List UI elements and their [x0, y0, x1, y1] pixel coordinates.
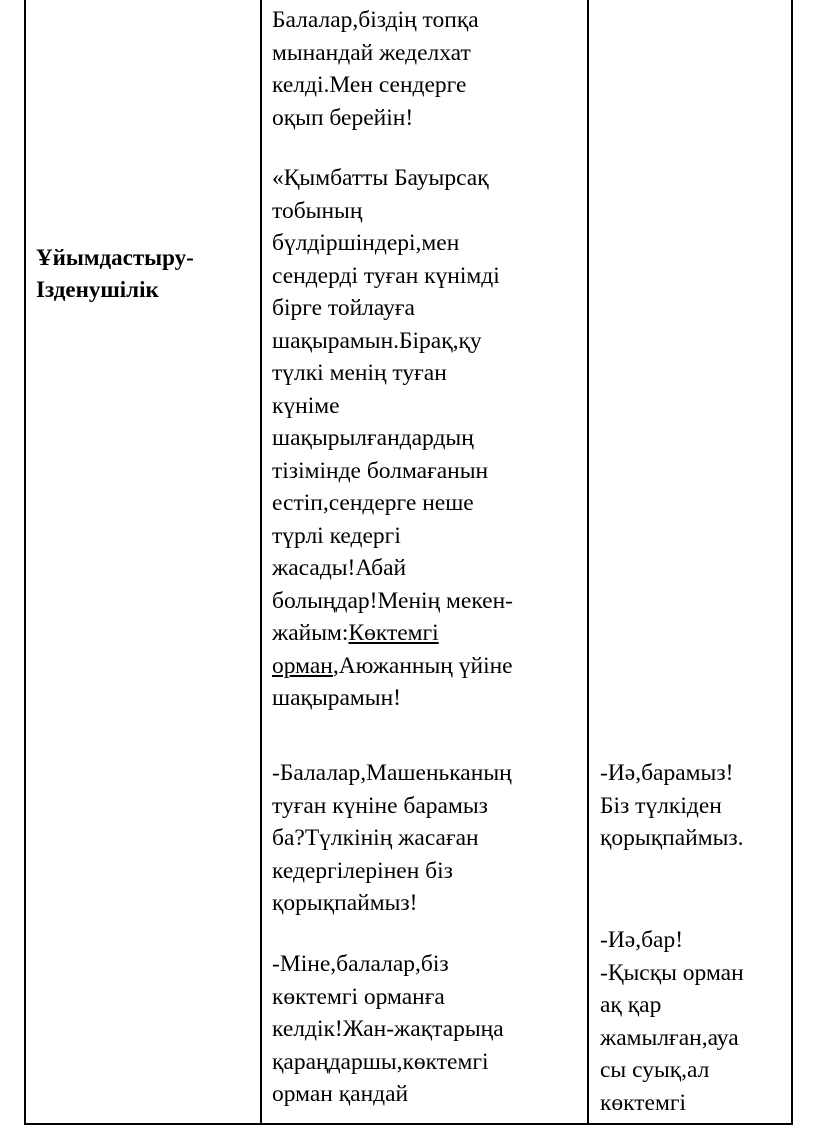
text-line: болыңдар!Менің мекен- — [272, 587, 513, 614]
text-line-address-2 — [272, 650, 582, 683]
text-line: жасады!Абай — [272, 555, 407, 581]
text-line: ақ қар — [600, 992, 662, 1018]
stage-line: Ізденушілік — [36, 277, 159, 302]
text-line: -Иә,барамыз! — [600, 760, 734, 786]
text-line: түрлі кедергі — [272, 522, 401, 549]
text-line: -Иә,бар! — [600, 927, 684, 953]
text-line: бірге тойлауға — [272, 295, 415, 321]
text-line: сы суық,ал — [600, 1057, 710, 1083]
text-line: «Қымбатты Бауырсақ — [272, 165, 489, 191]
stage-cell — [36, 242, 236, 306]
text-line: шақырамын.Бірақ,қу — [272, 327, 482, 354]
text-line: шақырылғандардың — [272, 425, 474, 451]
text-line: орман қандай — [272, 1081, 409, 1107]
text-line: көктемгі — [600, 1089, 687, 1116]
column-divider-1 — [260, 0, 262, 1123]
text-line: -Міне,балалар,біз — [272, 951, 449, 977]
text-line: сендерді туған күнімді — [272, 262, 500, 289]
text-line: Біз түлкіден — [600, 792, 722, 819]
text-line: түлкі менің туған — [272, 360, 447, 386]
address-rest: ,Аюжанның үйіне — [332, 652, 513, 679]
stage-line: Ұйымдастыру- — [36, 245, 194, 270]
text-line: қорықпаймыз. — [600, 825, 744, 851]
text-line: -Балалар,Машеньканың — [272, 760, 512, 786]
address-prefix: жайым: — [272, 620, 349, 646]
address-underlined: Көктемгі — [348, 620, 439, 646]
text-line: қараңдаршы,көктемгі — [272, 1048, 489, 1075]
text-line: естіп,сендерге неше — [272, 490, 474, 516]
text-line: туған күніне барамыз — [272, 792, 488, 819]
text-line: көктемгі орманға — [272, 983, 445, 1010]
text-line: келді.Мен сендерге — [272, 72, 467, 98]
teacher-paragraph-3 — [272, 757, 582, 920]
text-line: күніме — [272, 392, 340, 419]
text-line: Балалар,біздің топқа — [272, 7, 479, 33]
children-response-1 — [600, 757, 790, 855]
children-response-2 — [600, 924, 790, 1119]
address-underlined-2: орман — [272, 652, 333, 679]
text-line: оқып берейін! — [272, 104, 414, 131]
column-divider-2 — [587, 0, 589, 1123]
text-line: кедергілерінен біз — [272, 857, 453, 884]
text-line: ба?Түлкінің жасаған — [272, 825, 479, 851]
text-line: жамылған,ауа — [600, 1024, 739, 1051]
text-line: келдік!Жан-жақтарыңа — [272, 1016, 504, 1042]
teacher-paragraph-4 — [272, 948, 582, 1111]
teacher-paragraph-1 — [272, 4, 582, 134]
text-line-address — [272, 617, 582, 650]
text-line: қорықпаймыз! — [272, 890, 418, 916]
text-line: бүлдіршіндері,мен — [272, 230, 460, 256]
text-line: тобының — [272, 197, 363, 224]
teacher-paragraph-telegram — [272, 162, 582, 715]
text-line: -Қысқы орман — [600, 959, 744, 986]
text-line: мынандай жеделхат — [272, 39, 471, 66]
text-line: тізімінде болмағанын — [272, 457, 489, 484]
text-line: шақырамын! — [272, 685, 401, 711]
